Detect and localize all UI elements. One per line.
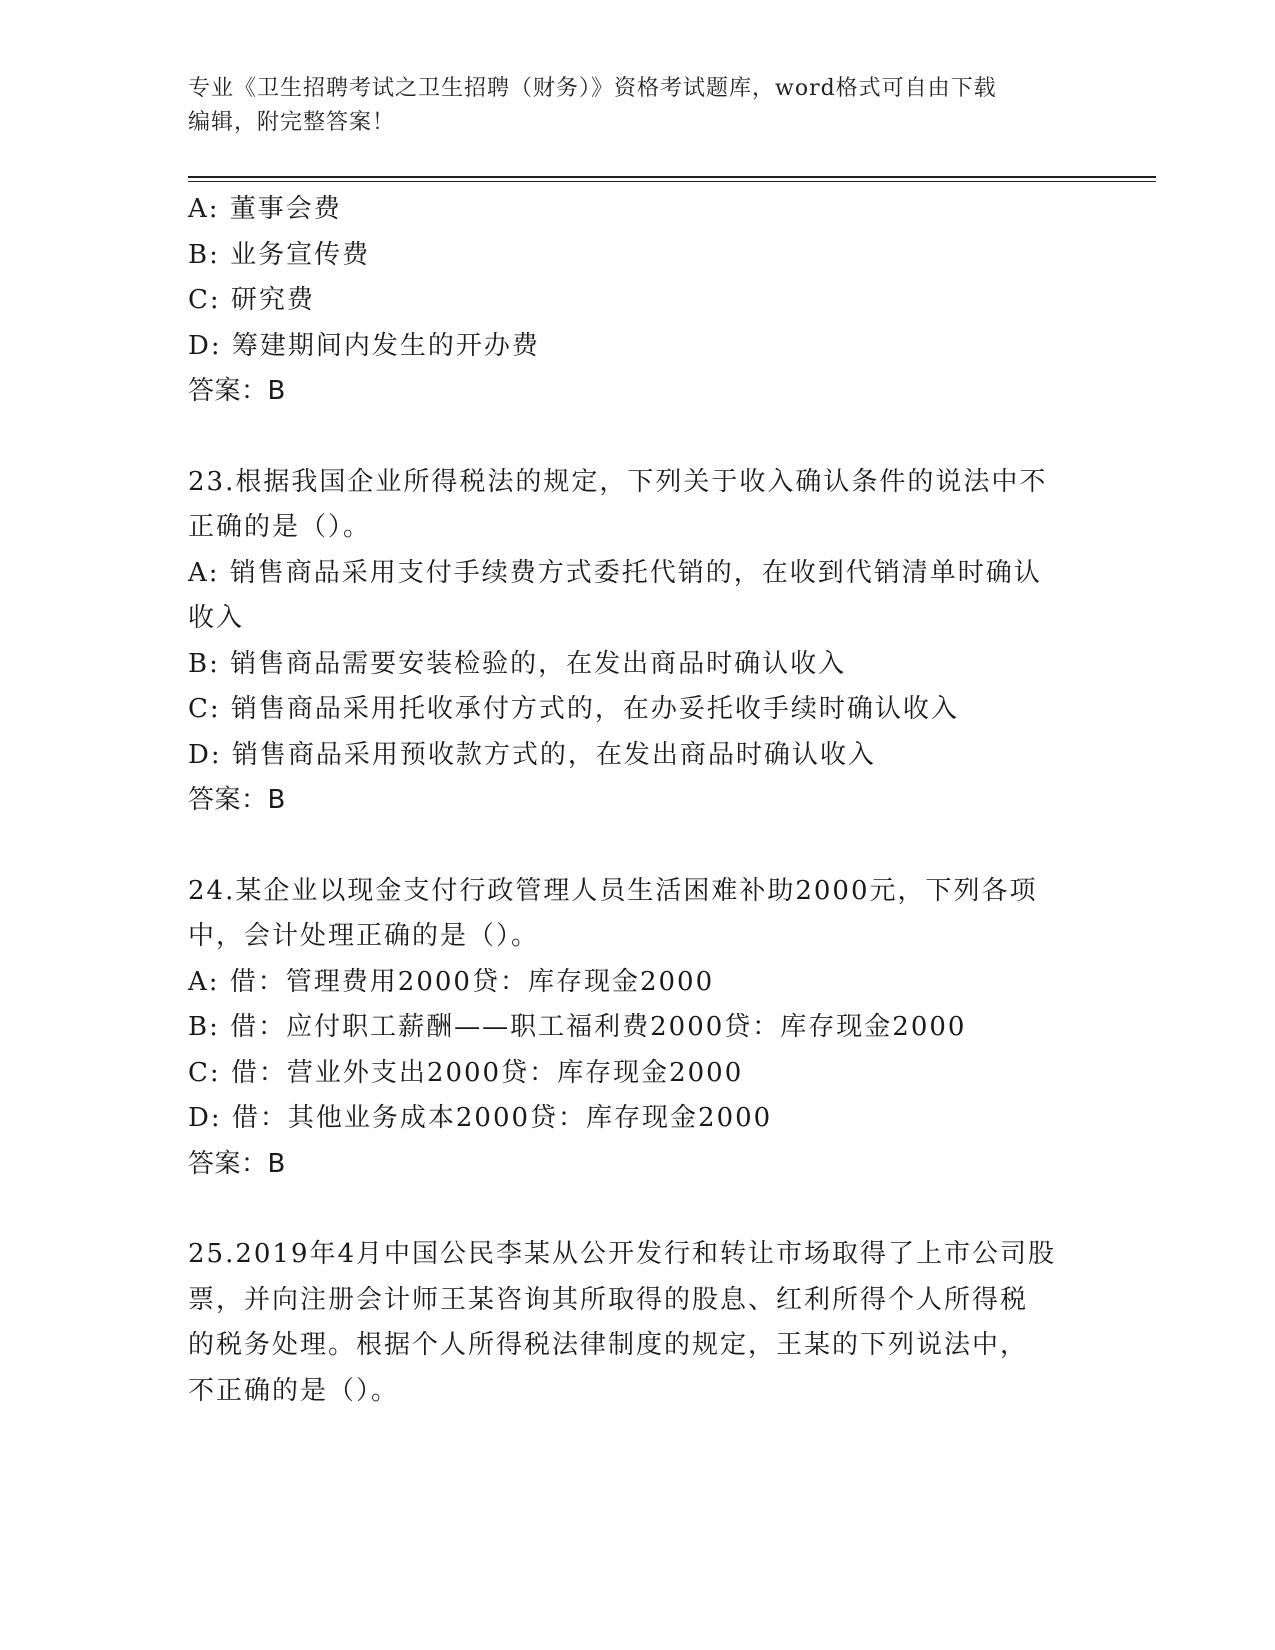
option-b: B: 业务宣传费 [188,239,371,270]
header-rule-thick [188,176,1156,178]
option-c: C: 借：营业外支出2000贷：库存现金2000 [188,1057,744,1088]
spacer [188,824,1088,869]
question-stem: 的税务处理。根据个人所得税法律制度的规定，王某的下列说法中， [188,1330,1029,1360]
document-content [188,187,1088,1414]
option-a: A: 销售商品采用支付手续费方式委托代销的，在收到代销清单时确认 [188,557,1042,588]
header-rule-thin [188,181,1156,182]
option-a: A: 借：管理费用2000贷：库存现金2000 [188,966,715,997]
question-stem: 25.2019年4月中国公民李某从公开发行和转让市场取得了上市公司股 [188,1239,1057,1269]
question-stem: 不正确的是（）。 [188,1375,400,1406]
question-stem: 中，会计处理正确的是（）。 [188,921,540,951]
document-header [188,72,1068,140]
option-b: B: 销售商品需要安装检验的，在发出商品时确认收入 [188,648,847,679]
spacer [188,415,1088,460]
answer: 答案：B [188,376,286,406]
question-stem: 票，并向注册会计师王某咨询其所取得的股息、红利所得个人所得税 [188,1284,1029,1315]
spacer [188,1187,1088,1232]
question-25 [188,1232,1088,1414]
question-stem: 23.根据我国企业所得税法的规定，下列关于收入确认条件的说法中不 [188,466,1048,497]
option-d: D: 筹建期间内发生的开办费 [188,330,540,361]
option-a-continued: 收入 [188,603,245,633]
header-line-1: 专业《卫生招聘考试之卫生招聘（财务）》资格考试题库，word格式可自由下载 [188,76,997,101]
option-d: D: 销售商品采用预收款方式的，在发出商品时确认收入 [188,739,876,770]
answer: 答案：B [188,1148,286,1179]
option-c: C: 销售商品采用托收承付方式的，在办妥托收手续时确认收入 [188,694,959,724]
answer: 答案：B [188,785,286,815]
option-d: D: 借：其他业务成本2000贷：库存现金2000 [188,1103,773,1133]
question-stem: 正确的是（）。 [188,512,372,542]
question-24 [188,869,1088,1188]
question-22 [188,187,1088,415]
option-a: A: 董事会费 [188,194,342,224]
question-23 [188,460,1088,824]
option-c: C: 研究费 [188,285,315,315]
header-line-2: 编辑，附完整答案！ [188,110,396,135]
option-b: B: 借：应付职工薪酬——职工福利费2000贷：库存现金2000 [188,1012,967,1042]
question-stem: 24.某企业以现金支付行政管理人员生活困难补助2000元，下列各项 [188,875,1038,906]
